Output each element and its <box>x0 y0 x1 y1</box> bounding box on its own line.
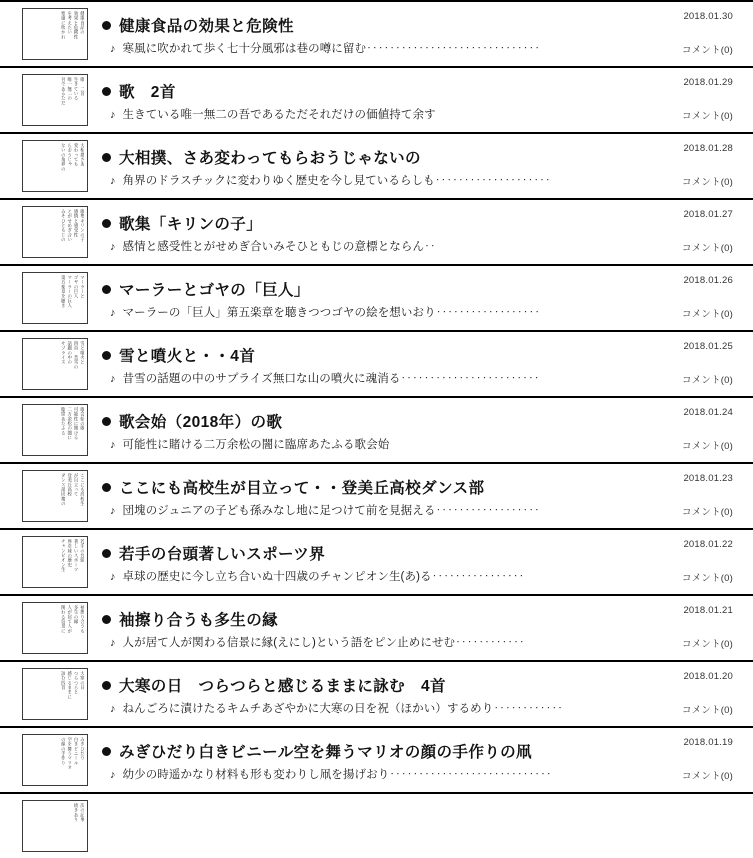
thumb-line: 袖擦り合うも <box>79 605 85 634</box>
bullet-icon <box>102 747 111 756</box>
entry-subtitle-row <box>94 172 649 188</box>
thumb-line: ないの角界の <box>60 143 66 172</box>
entry-title[interactable]: 若手の台頭著しいスポーツ界 <box>119 546 326 563</box>
music-note-icon: ♪ <box>110 439 116 451</box>
entry-title[interactable]: ここにも高校生が目立って・・登美丘高校ダンス部 <box>119 480 485 497</box>
thumbnail[interactable] <box>22 800 88 852</box>
thumb-line: 雪と噴火と <box>79 341 85 365</box>
entry-body <box>94 270 657 326</box>
entry-meta <box>657 6 753 62</box>
entry-title-row <box>94 342 649 370</box>
list-item[interactable] <box>0 68 753 134</box>
entry-subtitle: 可能性に賭ける二万余松の闇に臨席あたふる歌会始 <box>122 439 390 451</box>
entry-subtitle-row <box>94 502 649 518</box>
thumb-line: 可能性に賭ける <box>73 407 79 440</box>
entry-comments-link[interactable]: コメント(0) <box>681 705 733 716</box>
entry-comments-link[interactable]: コメント(0) <box>681 309 733 320</box>
thumb-line: 歌集キリンの子 <box>79 209 85 242</box>
entry-comments-link[interactable]: コメント(0) <box>681 243 733 254</box>
thumbnail[interactable] <box>22 734 88 786</box>
music-note-icon: ♪ <box>110 703 116 715</box>
entry-subtitle: 生きている唯一無二の吾であるただそれだけの価値持て余す <box>122 109 436 121</box>
entry-title-row <box>94 672 649 700</box>
bullet-icon <box>102 87 111 96</box>
music-note-icon: ♪ <box>110 505 116 517</box>
entry-meta <box>657 798 753 854</box>
thumbnail[interactable] <box>22 140 88 192</box>
entry-subtitle-row <box>94 106 649 122</box>
entry-title[interactable]: 袖擦り合うも多生の縁 <box>119 612 279 629</box>
thumb-line: マーラーの巨人 <box>66 275 72 308</box>
entry-body <box>94 402 657 458</box>
list-item[interactable] <box>0 794 753 858</box>
entry-subtitle: 昔雪の話題の中のサプライズ無口な山の噴火に魂消る‥‥‥‥‥‥‥‥‥‥‥‥ <box>122 373 540 385</box>
entry-subtitle-row <box>94 436 649 452</box>
thumb-line: 四首 昔雪の <box>73 341 79 370</box>
thumb-line: とがせめぎ合い <box>66 209 72 242</box>
entry-meta <box>657 204 753 260</box>
entry-comments-link[interactable]: コメント(0) <box>681 45 733 56</box>
entry-subtitle-row <box>94 238 649 254</box>
thumb-line: らおうじゃ <box>66 143 72 167</box>
bullet-icon <box>102 549 111 558</box>
entry-title-row <box>94 606 649 634</box>
thumb-line: 詠む四首 <box>60 671 66 690</box>
thumb-line: 白きビニール <box>73 737 79 766</box>
entry-date: 2018.01.24 <box>683 407 733 418</box>
entry-subtitle: 幼少の時遥かなり材料も形も変わりし凧を揚げおり‥‥‥‥‥‥‥‥‥‥‥‥‥‥ <box>122 769 552 781</box>
entry-date: 2018.01.21 <box>683 605 733 616</box>
thumb-line: 健康食品の <box>79 11 85 35</box>
entry-subtitle: ねんごろに漬けたるキムチあざやかに大寒の日を祝（ほかい）するめり‥‥‥‥‥‥ <box>122 703 563 715</box>
thumb-line: が目立って <box>73 473 79 497</box>
list-item[interactable] <box>0 398 753 464</box>
thumbnail[interactable] <box>22 272 88 324</box>
list-item[interactable] <box>0 662 753 728</box>
bullet-icon <box>102 285 111 294</box>
music-note-icon: ♪ <box>110 307 116 319</box>
entry-body <box>94 534 657 590</box>
music-note-icon: ♪ <box>110 571 116 583</box>
entry-subtitle: 寒風に吹かれて歩く七十分風邪は巷の噂に留む‥‥‥‥‥‥‥‥‥‥‥‥‥‥‥ <box>122 43 541 55</box>
entry-body <box>94 72 657 128</box>
entry-subtitle: 卓球の歴史に今し立ち合いぬ十四歳のチャンピオン生(あ)る‥‥‥‥‥‥‥‥ <box>122 571 525 583</box>
thumb-line: 著しいスポーツ <box>73 539 79 572</box>
thumbnail[interactable] <box>22 404 88 456</box>
thumb-line: 二万余松の闇に <box>66 407 72 440</box>
list-item[interactable] <box>0 464 753 530</box>
bullet-icon <box>102 21 111 30</box>
thumb-line: 若手の台頭 <box>79 539 85 563</box>
entry-body <box>94 798 657 854</box>
entry-comments-link[interactable]: コメント(0) <box>681 507 733 518</box>
thumbnail[interactable] <box>22 668 88 720</box>
music-note-icon: ♪ <box>110 175 116 187</box>
music-note-icon: ♪ <box>110 637 116 649</box>
thumb-line: 続きあり <box>73 803 79 822</box>
entry-title-row <box>94 823 649 829</box>
thumb-line: マーラーと <box>79 275 85 299</box>
entry-title-row <box>94 144 649 172</box>
entry-meta <box>657 336 753 392</box>
bullet-icon <box>102 153 111 162</box>
entry-comments-link[interactable]: コメント(0) <box>681 111 733 122</box>
thumb-line: 感情と感受性 <box>73 209 79 238</box>
entry-subtitle-row <box>94 304 649 320</box>
entry-title[interactable]: 雪と噴火と・・4首 <box>119 348 256 365</box>
entry-title[interactable]: マーラーとゴヤの「巨人」 <box>119 282 310 299</box>
entry-subtitle-row <box>94 700 649 716</box>
bullet-icon <box>102 681 111 690</box>
list-item[interactable] <box>0 332 753 398</box>
thumb-line: 感じるままに <box>66 671 72 700</box>
thumbnail[interactable] <box>22 338 88 390</box>
list-item[interactable] <box>0 266 753 332</box>
entry-date: 2018.01.30 <box>683 11 733 22</box>
bullet-icon <box>102 219 111 228</box>
entry-date: 2018.01.27 <box>683 209 733 220</box>
entry-comments-link[interactable]: コメント(0) <box>681 177 733 188</box>
thumb-line: 空を舞うマリオ <box>66 737 72 770</box>
thumb-line: を考えたい <box>66 11 72 35</box>
list-item[interactable] <box>0 596 753 662</box>
entry-date: 2018.01.28 <box>683 143 733 154</box>
music-note-icon: ♪ <box>110 769 116 781</box>
thumb-line: 登美丘高校 <box>66 473 72 497</box>
entry-meta <box>657 72 753 128</box>
thumb-line: ゴヤの巨人 <box>73 275 79 299</box>
entry-title[interactable]: 健康食品の効果と危険性 <box>119 18 294 35</box>
entry-subtitle: 角界のドラスチックに変わりゆく歴史を今し見ているらしも‥‥‥‥‥‥‥‥‥‥ <box>122 175 551 187</box>
thumb-line: 寒風に吹かれ <box>60 11 66 40</box>
entry-meta <box>657 732 753 788</box>
thumb-line: 多生の縁 <box>73 605 79 624</box>
entry-meta <box>657 270 753 326</box>
entry-body <box>94 468 657 524</box>
entry-title-row <box>94 408 649 436</box>
entry-date: 2018.01.19 <box>683 737 733 748</box>
entry-date: 2018.01.26 <box>683 275 733 286</box>
entry-title-row <box>94 276 649 304</box>
entry-title-row <box>94 78 649 106</box>
entry-comments-link[interactable]: コメント(0) <box>681 375 733 386</box>
thumb-line: つらつらと <box>73 671 79 695</box>
entry-meta <box>657 138 753 194</box>
entry-body <box>94 732 657 788</box>
list-item[interactable] <box>0 134 753 200</box>
thumbnail[interactable] <box>22 602 88 654</box>
thumb-line: 第五楽章を聴き <box>60 275 66 308</box>
entry-body <box>94 6 657 62</box>
bullet-icon <box>102 351 111 360</box>
list-item[interactable] <box>0 530 753 596</box>
entry-comments-link[interactable]: コメント(0) <box>681 639 733 650</box>
thumb-line: 関わる信景に <box>60 605 66 634</box>
list-item[interactable] <box>0 2 753 68</box>
thumb-line: 大相撲さあ <box>79 143 85 167</box>
entry-date: 2018.01.25 <box>683 341 733 352</box>
entry-body <box>94 666 657 722</box>
thumbnail[interactable] <box>22 74 88 126</box>
music-note-icon: ♪ <box>110 241 116 253</box>
list-item[interactable] <box>0 728 753 794</box>
entry-subtitle-row <box>94 568 649 584</box>
entry-title[interactable]: 大寒の日 つらつらと感じるままに詠む 4首 <box>119 678 446 695</box>
entry-body <box>94 204 657 260</box>
thumb-line: 次の記事 <box>79 803 85 822</box>
entry-comments-link[interactable]: コメント(0) <box>681 771 733 782</box>
entry-meta <box>657 666 753 722</box>
entry-subtitle-row <box>94 634 649 650</box>
entry-subtitle: 人が居て人が関わる信景に縁(えにし)という語をピン止めにせむ‥‥‥‥‥‥ <box>122 637 525 649</box>
thumb-line: 歌 二首 <box>79 77 85 96</box>
bullet-icon <box>102 483 111 492</box>
thumb-line: 話題の中の <box>66 341 72 365</box>
entry-comments-link[interactable]: コメント(0) <box>681 573 733 584</box>
entry-title-row <box>94 738 649 766</box>
thumb-line: 生きている <box>73 77 79 101</box>
entry-date: 2018.01.23 <box>683 473 733 484</box>
entry-subtitle: マーラーの「巨人」第五楽章を聴きつつゴヤの絵を想いおり‥‥‥‥‥‥‥‥‥ <box>122 307 541 319</box>
music-note-icon: ♪ <box>110 43 116 55</box>
entry-date: 2018.01.20 <box>683 671 733 682</box>
entry-meta <box>657 468 753 524</box>
thumb-line: 効果と危険性 <box>73 11 79 40</box>
thumb-line: みそひともじの <box>60 209 66 242</box>
entry-title-row <box>94 12 649 40</box>
thumb-line: 変わっても <box>73 143 79 167</box>
music-note-icon: ♪ <box>110 373 116 385</box>
thumb-line: 人が居て人が <box>66 605 72 634</box>
bullet-icon <box>102 615 111 624</box>
thumb-line: チャンピオン生 <box>60 539 66 572</box>
bullet-icon <box>102 417 111 426</box>
thumb-line: 大寒の日 <box>79 671 85 690</box>
entry-date: 2018.01.22 <box>683 539 733 550</box>
thumbnail[interactable] <box>22 536 88 588</box>
thumb-line: ここにも高校生 <box>79 473 85 506</box>
entry-date: 2018.01.29 <box>683 77 733 88</box>
entry-title[interactable]: 歌集「キリンの子」 <box>119 216 263 233</box>
entry-subtitle: 団塊のジュニアの子ども孫みなし地に足つけて前を見据える‥‥‥‥‥‥‥‥‥ <box>122 505 540 517</box>
thumb-line: 吾であるただ <box>60 77 66 106</box>
thumbnail[interactable] <box>22 206 88 258</box>
thumbnail[interactable] <box>22 8 88 60</box>
thumb-line: 臨席あたふる <box>60 407 66 436</box>
entry-subtitle-row <box>94 40 649 56</box>
entry-meta <box>657 534 753 590</box>
entry-subtitle: 感情と感受性とがせめぎ合いみそひともじの意標とならん‥ <box>122 241 436 253</box>
entry-subtitle-row <box>94 766 649 782</box>
entry-title[interactable]: 歌 2首 <box>119 84 176 101</box>
thumb-line: の顔の手作り <box>60 737 66 766</box>
entry-title[interactable]: みぎひだり白きビニール空を舞うマリオの顔の手作りの凧 <box>119 744 532 761</box>
thumb-line: サプライズ <box>60 341 66 365</box>
list-item[interactable] <box>0 200 753 266</box>
thumb-line: 界卓球の歴史 <box>66 539 72 568</box>
thumb-line: みぎひだり <box>79 737 85 761</box>
entry-title[interactable]: 大相撲、さあ変わってもらおうじゃないの <box>119 150 421 167</box>
entry-title-row <box>94 540 649 568</box>
thumb-line: ダンス部団塊の <box>60 473 66 506</box>
thumb-line: 歌会始の歌 <box>79 407 85 431</box>
entry-meta <box>657 402 753 458</box>
entry-title-row <box>94 474 649 502</box>
thumbnail[interactable] <box>22 470 88 522</box>
entry-body <box>94 336 657 392</box>
entry-body <box>94 138 657 194</box>
entry-title[interactable]: 歌会始（2018年）の歌 <box>119 414 283 431</box>
entry-body <box>94 600 657 656</box>
entry-meta <box>657 600 753 656</box>
thumb-line: 唯一無二の <box>66 77 72 101</box>
entry-subtitle-row <box>94 370 649 386</box>
entry-title-row <box>94 210 649 238</box>
music-note-icon: ♪ <box>110 109 116 121</box>
entry-comments-link[interactable]: コメント(0) <box>681 441 733 452</box>
